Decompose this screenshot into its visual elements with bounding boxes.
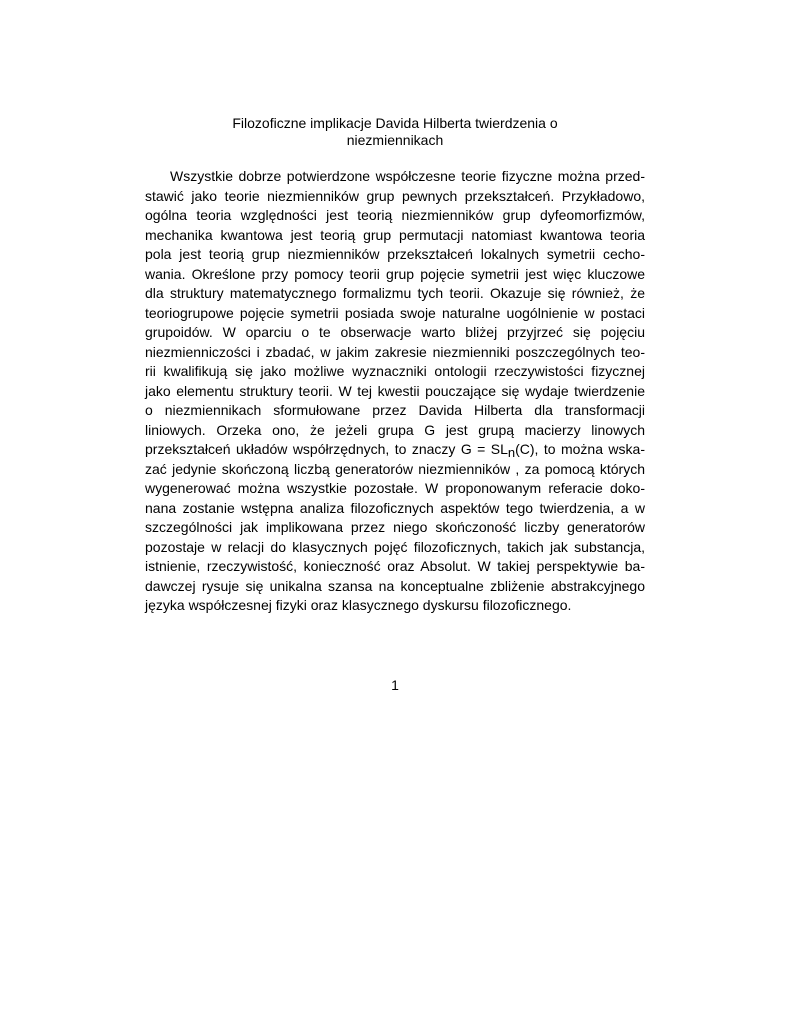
paragraph-line: pozostaje w relacji do klasycznych pojęć filozoficznych, takich jak substancja, — [145, 538, 645, 555]
paragraph-line: dawczej rysuje się unikalna szansa na konceptualne zbliżenie abstrakcyjnego — [145, 577, 645, 594]
paragraph-line: zać jedynie skończoną liczbą generatorów niezmienników , za pomocą których — [145, 460, 645, 477]
paragraph-line: teoriogrupowe pojęcie symetrii posiada swoje naturalne uogólnienie w postaci — [145, 304, 645, 321]
paragraph-line: ogólna teoria względności jest teorią niezmienników grup dyfeomorfizmów, — [145, 207, 645, 223]
paragraph-line: rii kwalifikują się jako możliwe wyznaczniki ontologii rzeczywistości fizycznej — [145, 363, 645, 379]
paragraph-line: stawić jako teorie niezmienników grup pewnych przekształceń. Przykładowo, — [145, 187, 645, 204]
abstract-paragraph — [145, 167, 645, 616]
paragraph-line: o niezmiennikach sformułowane przez Davida Hilberta dla transformacji — [145, 402, 645, 418]
paragraph-line-formula — [145, 440, 645, 460]
paragraph-line: dla struktury matematycznego formalizmu tych teorii. Okazuje się również, że — [145, 285, 645, 301]
paragraph-line: Wszystkie dobrze potwierdzone współczesne teorie fizyczne można przed- — [170, 168, 645, 184]
paragraph-line: niezmienniczości i zbadać, w jakim zakresie niezmienniki poszczególnych teo- — [145, 343, 645, 360]
paragraph-line: mechanika kwantowa jest teorią grup permutacji natomiast kwantowa teoria — [145, 226, 645, 243]
title-line-1: Filozoficzne implikacje Davida Hilberta twierdzenia o — [232, 115, 558, 131]
paragraph-line: liniowych. Orzeka ono, że jeżeli grupa G jest grupą macierzy linowych — [145, 421, 645, 438]
formula-text-after: (C), to można wska- — [515, 441, 645, 457]
paragraph-line: wania. Określone przy pomocy teorii grup pojęcie symetrii jest więc kluczowe — [145, 265, 645, 282]
paragraph-line: szczególności jak implikowana przez niego skończoność liczby generatorów — [145, 519, 645, 535]
formula-text-before: przekształceń układów współrzędnych, to znaczy G = SL — [145, 441, 508, 457]
paragraph-line: nana zostanie wstępna analiza filozoficznych aspektów tego twierdzenia, a w — [145, 499, 645, 516]
title-line-2: niezmiennikach — [346, 132, 444, 148]
paragraph-line: języka współczesnej fizyki oraz klasycznego dyskursu filozoficznego. — [145, 597, 572, 613]
formula-subscript: n — [507, 445, 516, 460]
paragraph-line: wygenerować można wszystkie pozostałe. W proponowanym referacie doko- — [145, 480, 645, 496]
page-number: 1 — [391, 677, 399, 693]
document-title — [145, 115, 645, 149]
paragraph-line: jako elementu struktury teorii. W tej kwestii pouczające się wydaje twierdzenie — [145, 382, 645, 399]
paragraph-line: grupoidów. W oparciu o te obserwacje warto bliżej przyjrzeć się pojęciu — [145, 324, 645, 340]
paragraph-line: pola jest teorią grup niezmienników przekształceń lokalnych symetrii cecho- — [145, 246, 645, 262]
paragraph-line: istnienie, rzeczywistość, konieczność oraz Absolut. W takiej perspektywie ba- — [145, 558, 645, 574]
